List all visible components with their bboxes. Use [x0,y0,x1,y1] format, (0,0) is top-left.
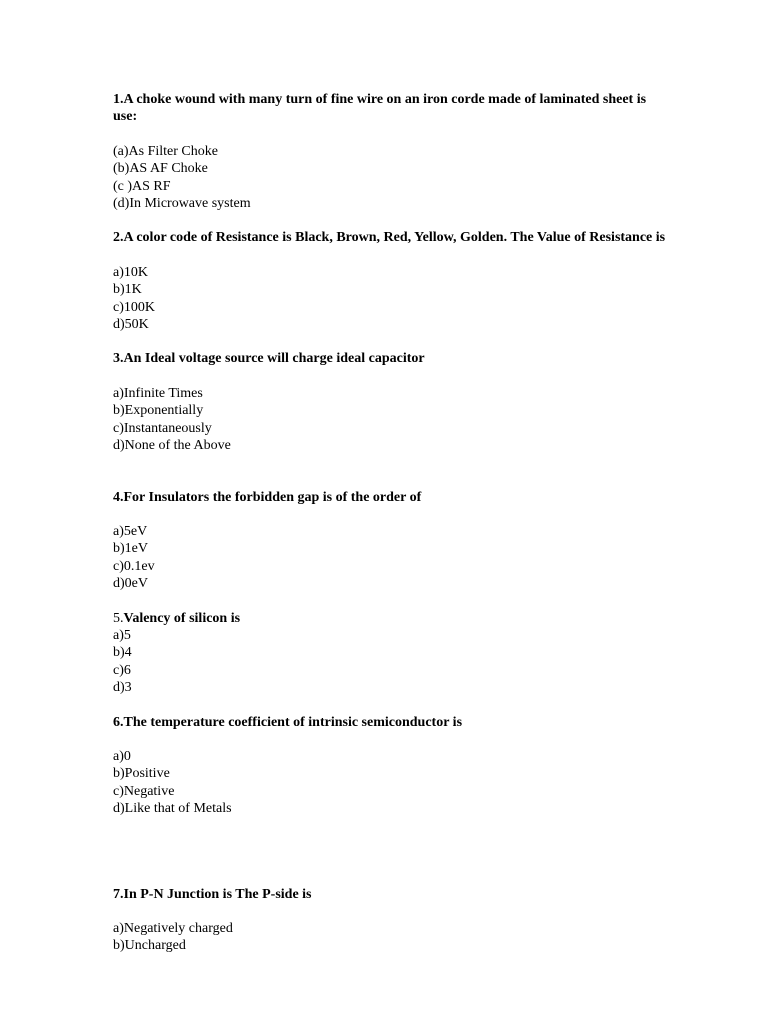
option: (d)In Microwave system [113,196,251,212]
option: b)1eV [113,541,148,557]
question-6 [113,714,673,818]
question-2-text: 2.A color code of Resistance is Black, Brown, Red, Yellow, Golden. The Value of Resistance is [113,230,666,246]
question-6-options [113,748,673,818]
question-2 [113,229,673,333]
option: d)Like that of Metals [113,801,232,817]
option: a)5eV [113,523,148,539]
question-5-text: 5.Valency of silicon is [113,610,241,626]
question-1-options [113,143,673,213]
option: c)6 [113,662,131,678]
option: d)0eV [113,576,148,592]
option: a)10K [113,264,148,280]
option: c)0.1ev [113,558,155,574]
option: b)1K [113,282,142,298]
question-5-options [113,627,673,697]
question-2-options [113,264,673,334]
option: (a)As Filter Choke [113,143,218,159]
option: c)Negative [113,783,175,799]
option: b)4 [113,645,132,661]
question-4 [113,489,673,593]
question-1 [113,91,673,212]
question-7-text: 7.In P-N Junction is The P-side is [113,886,312,902]
option: a)0 [113,748,131,764]
option: c)100K [113,299,155,315]
question-4-text: 4.For Insulators the forbidden gap is of the order of [113,489,422,505]
option: d)None of the Above [113,438,231,454]
question-6-text: 6.The temperature coefficient of intrinsic semiconductor is [113,714,463,730]
option: c)Instantaneously [113,420,212,436]
question-1-text: 1.A choke wound with many turn of fine wire on an iron corde made of laminated sheet is use: [113,92,647,125]
option: d)50K [113,317,149,333]
question-7 [113,886,673,955]
question-7-options [113,920,673,955]
option: a)Negatively charged [113,921,233,936]
document-page [113,91,673,955]
question-3-text: 3.An Ideal voltage source will charge ideal capacitor [113,351,425,367]
question-3-options [113,385,673,455]
option: b)Positive [113,766,170,782]
question-5 [113,610,673,697]
option: a)Infinite Times [113,385,203,401]
question-3 [113,350,673,454]
option: b)Exponentially [113,403,204,419]
option: (b)AS AF Choke [113,161,208,177]
option: (c )AS RF [113,178,171,194]
question-4-options [113,523,673,593]
option: a)5 [113,627,131,643]
option: b)Uncharged [113,938,186,954]
option: d)3 [113,680,132,696]
